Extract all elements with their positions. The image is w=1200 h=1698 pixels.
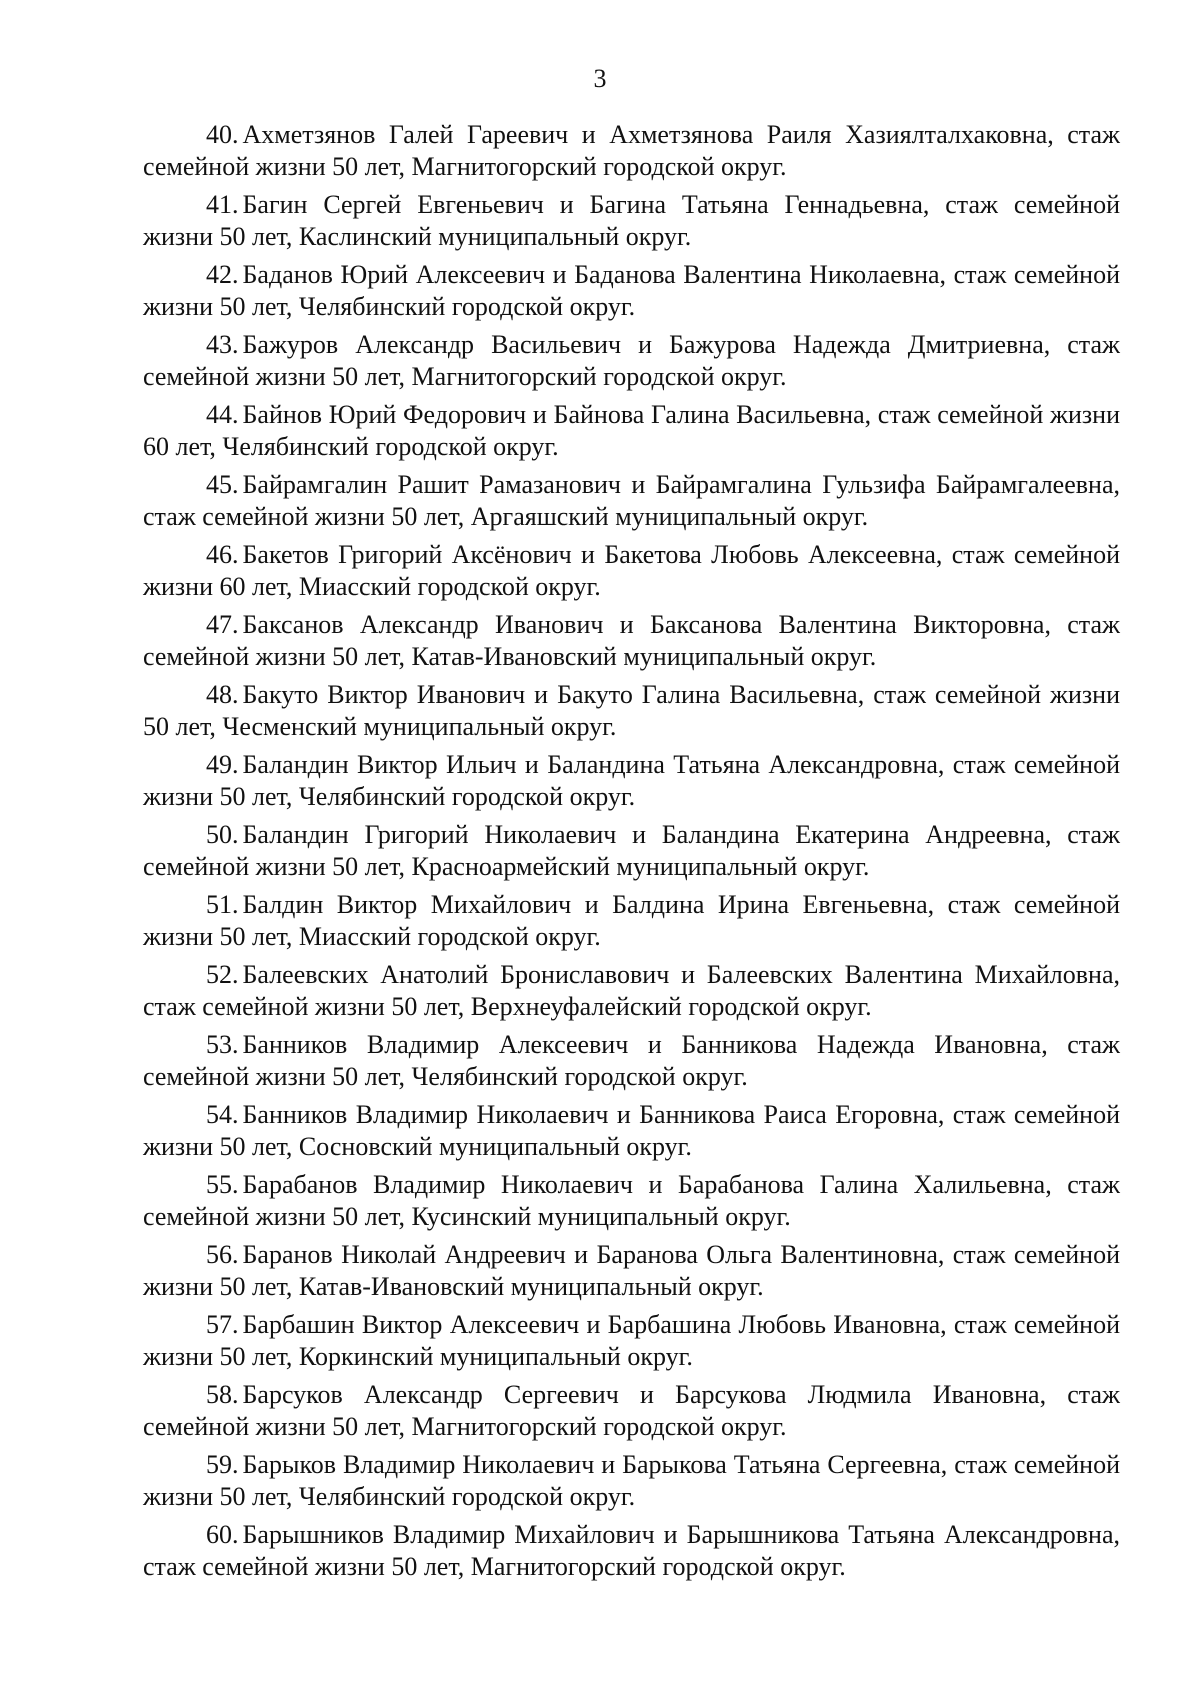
entry-text: Баданов Юрий Алексеевич и Баданова Валентина Николаевна, стаж семейной жизни 50 лет, Челябинский городской округ. [143, 260, 1120, 321]
list-item [143, 1449, 1120, 1513]
list-item [143, 1519, 1120, 1583]
list-item [143, 749, 1120, 813]
list-item [143, 679, 1120, 743]
entry-number: 43. [206, 330, 239, 359]
list-item [143, 889, 1120, 953]
entry-text: Балеевских Анатолий Брониславович и Балеевских Валентина Михайловна, стаж семейной жизни 50 лет, Верхнеуфалейский городской округ. [143, 960, 1120, 1021]
entry-text: Багин Сергей Евгеньевич и Багина Татьяна Геннадьевна, стаж семейной жизни 50 лет, Каслинский муниципальный округ. [143, 190, 1120, 251]
entry-number: 46. [206, 540, 239, 569]
entry-text: Банников Владимир Алексеевич и Банникова Надежда Ивановна, стаж семейной жизни 50 лет, Челябинский городской округ. [143, 1030, 1120, 1091]
entry-text: Баранов Николай Андреевич и Баранова Ольга Валентиновна, стаж семейной жизни 50 лет, Катав-Ивановский муниципальный округ. [143, 1240, 1120, 1301]
list-item [143, 1379, 1120, 1443]
entry-number: 60. [206, 1520, 239, 1549]
list-item [143, 1169, 1120, 1233]
entry-number: 41. [206, 190, 239, 219]
list-item [143, 119, 1120, 183]
entry-number: 40. [206, 120, 239, 149]
entry-text: Байрамгалин Рашит Рамазанович и Байрамгалина Гульзифа Байрамгалеевна, стаж семейной жизни 50 лет, Аргаяшский муниципальный округ. [143, 470, 1120, 531]
entry-number: 57. [206, 1310, 239, 1339]
entry-number: 58. [206, 1380, 239, 1409]
entry-number: 53. [206, 1030, 239, 1059]
entry-number: 56. [206, 1240, 239, 1269]
entry-text: Байнов Юрий Федорович и Байнова Галина Васильевна, стаж семейной жизни 60 лет, Челябинский городской округ. [143, 400, 1120, 461]
list-item [143, 1099, 1120, 1163]
entry-text: Банников Владимир Николаевич и Банникова Раиса Егоровна, стаж семейной жизни 50 лет, Сосновский муниципальный округ. [143, 1100, 1120, 1161]
entry-number: 49. [206, 750, 239, 779]
entry-text: Бакуто Виктор Иванович и Бакуто Галина Васильевна, стаж семейной жизни 50 лет, Чесменский муниципальный округ. [143, 680, 1120, 741]
entry-number: 45. [206, 470, 239, 499]
entry-text: Баландин Григорий Николаевич и Баландина Екатерина Андреевна, стаж семейной жизни 50 лет, Красноармейский муниципальный округ. [143, 820, 1120, 881]
entry-text: Ахметзянов Галей Гареевич и Ахметзянова Раиля Хазиялталхаковна, стаж семейной жизни 50 лет, Магнитогорский городской округ. [143, 120, 1120, 181]
list-item [143, 469, 1120, 533]
entry-number: 44. [206, 400, 239, 429]
entry-number: 48. [206, 680, 239, 709]
page-number: 3 [593, 64, 607, 93]
entry-number: 51. [206, 890, 239, 919]
entry-number: 42. [206, 260, 239, 289]
list-item [143, 959, 1120, 1023]
entry-number: 52. [206, 960, 239, 989]
entry-text: Барышников Владимир Михайлович и Барышникова Татьяна Александровна, стаж семейной жизни 50 лет, Магнитогорский городской округ. [143, 1520, 1120, 1581]
entry-text: Барбашин Виктор Алексеевич и Барбашина Любовь Ивановна, стаж семейной жизни 50 лет, Коркинский муниципальный округ. [143, 1310, 1120, 1371]
entry-number: 50. [206, 820, 239, 849]
entry-text: Барсуков Александр Сергеевич и Барсукова Людмила Ивановна, стаж семейной жизни 50 лет, Магнитогорский городской округ. [143, 1380, 1120, 1441]
entry-text: Барыков Владимир Николаевич и Барыкова Татьяна Сергеевна, стаж семейной жизни 50 лет, Челябинский городской округ. [143, 1450, 1120, 1511]
entry-number: 59. [206, 1450, 239, 1479]
list-item [143, 259, 1120, 323]
list-item [143, 1029, 1120, 1093]
entry-number: 47. [206, 610, 239, 639]
entry-text: Бажуров Александр Васильевич и Бажурова Надежда Дмитриевна, стаж семейной жизни 50 лет, Магнитогорский городской округ. [143, 330, 1120, 391]
list-item [143, 189, 1120, 253]
list-item [143, 819, 1120, 883]
entry-text: Баксанов Александр Иванович и Баксанова Валентина Викторовна, стаж семейной жизни 50 лет, Катав-Ивановский муниципальный округ. [143, 610, 1120, 671]
list-item [143, 609, 1120, 673]
entry-number: 55. [206, 1170, 239, 1199]
entry-text: Барабанов Владимир Николаевич и Барабанова Галина Халильевна, стаж семейной жизни 50 лет, Кусинский муниципальный округ. [143, 1170, 1120, 1231]
list-item [143, 1309, 1120, 1373]
list-item [143, 1239, 1120, 1303]
entry-list [143, 119, 1120, 1589]
list-item [143, 539, 1120, 603]
list-item [143, 329, 1120, 393]
list-item [143, 399, 1120, 463]
entry-text: Баландин Виктор Ильич и Баландина Татьяна Александровна, стаж семейной жизни 50 лет, Челябинский городской округ. [143, 750, 1120, 811]
entry-text: Бакетов Григорий Аксёнович и Бакетова Любовь Алексеевна, стаж семейной жизни 60 лет, Миасский городской округ. [143, 540, 1120, 601]
entry-number: 54. [206, 1100, 239, 1129]
entry-text: Балдин Виктор Михайлович и Балдина Ирина Евгеньевна, стаж семейной жизни 50 лет, Миасский городской округ. [143, 890, 1120, 951]
